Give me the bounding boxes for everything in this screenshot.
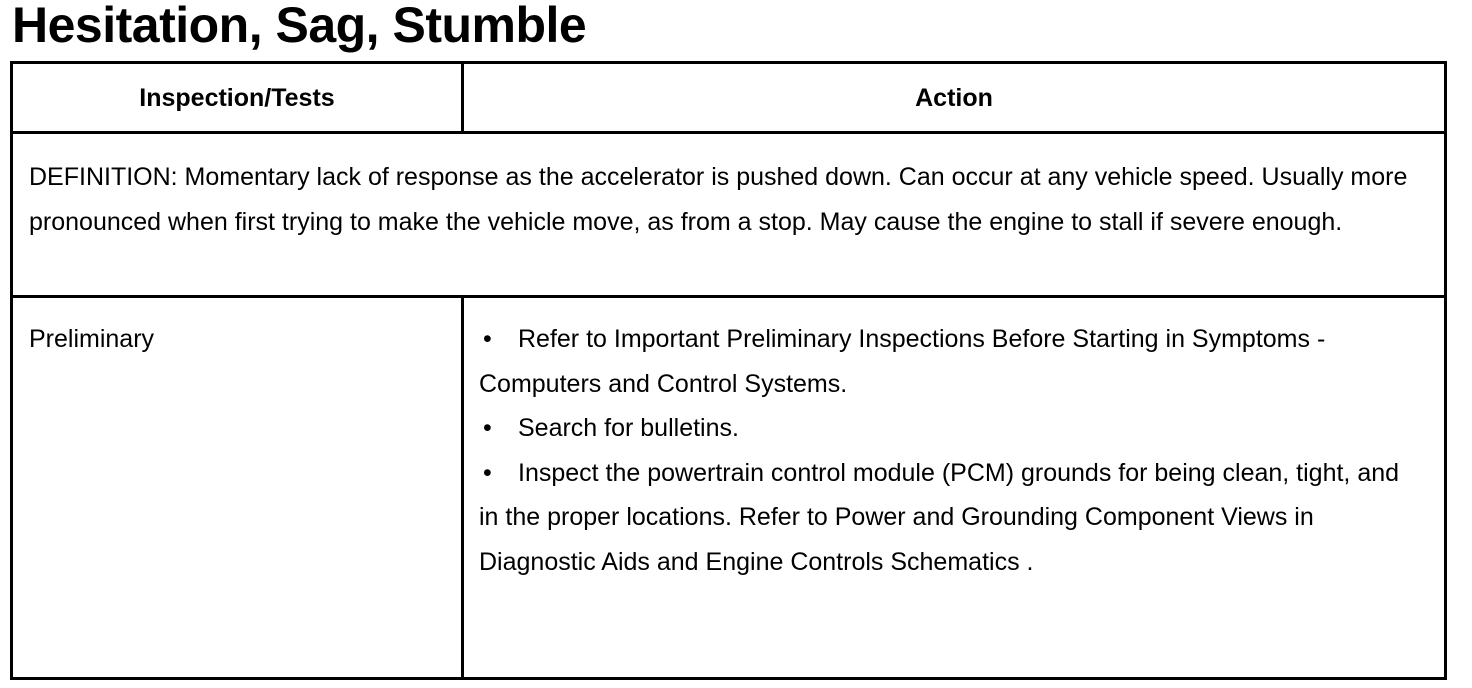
action-list <box>479 317 1409 584</box>
column-header-action: Action <box>915 84 993 112</box>
action-text: Search for bulletins. <box>518 414 739 442</box>
bullet-icon: • <box>483 325 492 353</box>
action-item <box>479 406 1409 451</box>
diagnostic-table <box>10 61 1447 680</box>
action-item <box>479 317 1409 406</box>
column-header-inspection-tests: Inspection/Tests <box>139 84 335 112</box>
action-item <box>479 451 1409 585</box>
header-divider <box>13 131 1444 134</box>
definition-divider <box>13 295 1444 298</box>
action-text: Inspect the powertrain control module (PCM) grounds for being clean, tight, and in the proper locations. Refer to Power and Grounding Component Views in Diagnostic Aids and Engine Controls Schematics . <box>479 458 1400 576</box>
row-label-preliminary: Preliminary <box>29 325 155 353</box>
page-title: Hesitation, Sag, Stumble <box>12 0 587 53</box>
header-column-divider <box>461 64 464 134</box>
bullet-icon: • <box>483 458 492 487</box>
row-column-divider <box>461 296 464 680</box>
bullet-icon: • <box>483 414 492 442</box>
definition-text: DEFINITION: Momentary lack of response as the accelerator is pushed down. Can occur at any vehicle speed. Usually more pronounced when first trying to make the vehicle move, as from a stop. May cause the engine to stall if severe enough. <box>29 163 1408 236</box>
action-text: Refer to Important Preliminary Inspections Before Starting in Symptoms - Computers and Control Systems. <box>479 325 1326 398</box>
